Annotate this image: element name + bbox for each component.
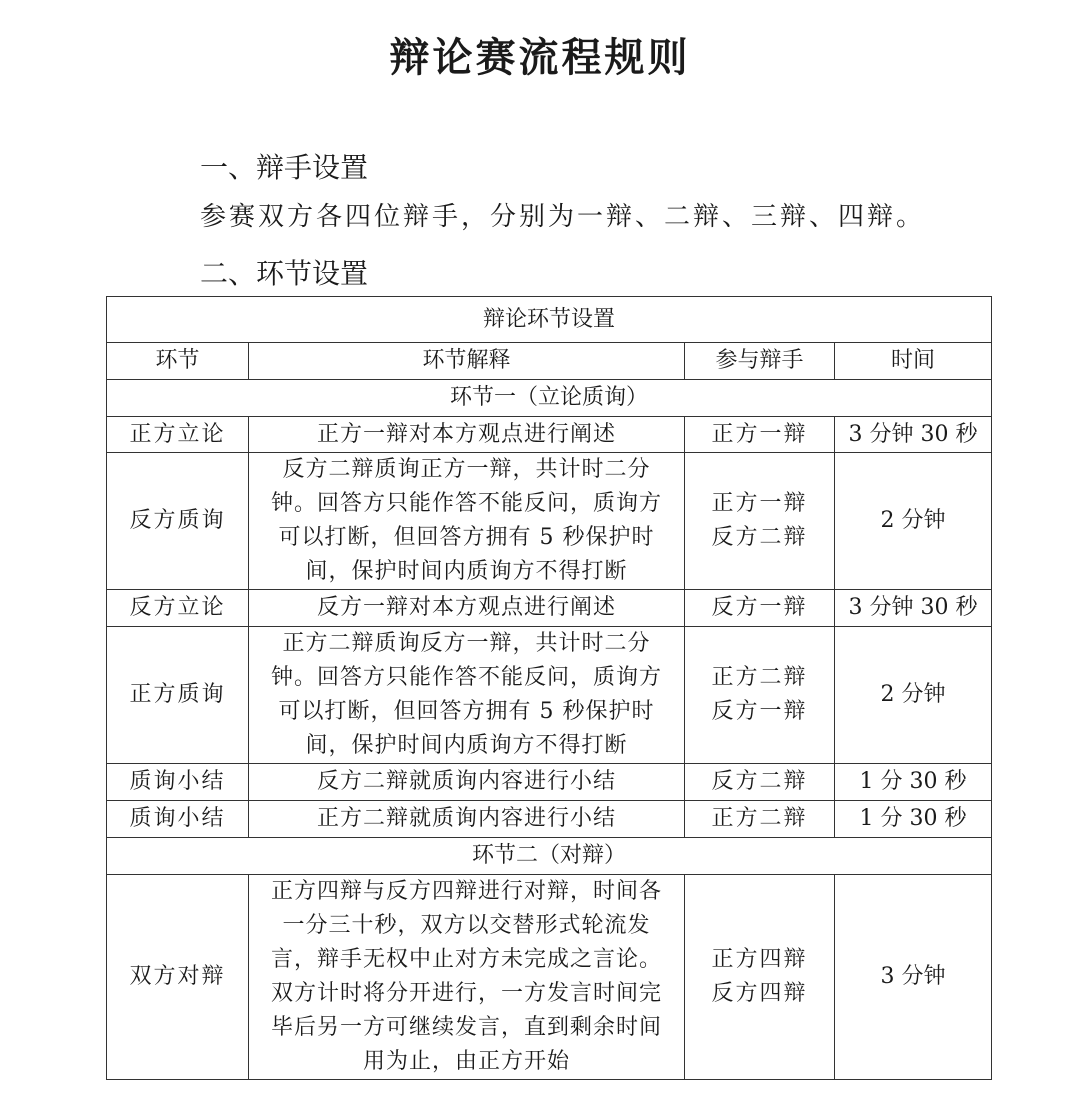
stage-time: 2 分钟 — [835, 627, 992, 764]
speaker-name: 反方四辩 — [711, 981, 808, 1006]
stage-name: 双方对辩 — [107, 875, 249, 1080]
stage-time: 1 分 30 秒 — [835, 764, 992, 801]
table-row — [107, 417, 992, 453]
header-stage: 环节 — [107, 343, 249, 380]
stage-name: 质询小结 — [107, 801, 249, 838]
description-line: 用为止，由正方开始 — [362, 1049, 570, 1074]
description-line: 反方一辩对本方观点进行阐述 — [316, 595, 616, 620]
description-line: 间，保护时间内质询方不得打断 — [305, 559, 628, 584]
stage-speakers — [685, 417, 835, 453]
stage-description — [249, 764, 685, 801]
stage-speakers — [685, 453, 835, 590]
description-line: 反方二辩就质询内容进行小结 — [316, 769, 616, 794]
stage-description — [249, 590, 685, 627]
description-line: 反方二辩质询正方一辩，共计时二分 — [282, 457, 651, 482]
stage-time: 3 分钟 30 秒 — [835, 417, 992, 453]
stage-name: 反方质询 — [107, 453, 249, 590]
stage-description — [249, 417, 685, 453]
stage-time: 2 分钟 — [835, 453, 992, 590]
stage-name: 反方立论 — [107, 590, 249, 627]
header-description: 环节解释 — [249, 343, 685, 380]
speaker-name: 正方一辩 — [711, 421, 808, 447]
section-heading-debaters: 一、辩手设置 — [200, 151, 369, 184]
section-heading-stages: 二、环节设置 — [200, 257, 369, 290]
description-line: 正方四辩与反方四辩进行对辩，时间各 — [270, 879, 662, 904]
stage-description — [249, 453, 685, 590]
stage-name: 正方质询 — [107, 627, 249, 764]
description-line: 言，辩手无权中止对方未完成之言论。 — [270, 947, 662, 972]
table-caption-row — [107, 297, 992, 343]
speaker-name: 正方一辩 — [711, 491, 808, 516]
stage-description — [249, 627, 685, 764]
stage-speakers — [685, 875, 835, 1080]
table-row — [107, 627, 992, 764]
page-title: 辩论赛流程规则 — [389, 35, 691, 81]
description-line: 间，保护时间内质询方不得打断 — [305, 733, 628, 758]
stage-speakers — [685, 764, 835, 801]
speaker-name: 反方二辩 — [711, 525, 808, 550]
speaker-name: 正方二辩 — [711, 806, 808, 831]
stage-table — [106, 296, 992, 1080]
header-time: 时间 — [835, 343, 992, 380]
description-line: 可以打断，但回答方拥有 5 秒保护时 — [278, 525, 655, 550]
stage-speakers — [685, 801, 835, 838]
table-row — [107, 453, 992, 590]
speaker-name: 反方一辩 — [711, 699, 808, 724]
table-caption: 辩论环节设置 — [107, 297, 992, 343]
stage-description — [249, 875, 685, 1080]
description-line: 毕后另一方可继续发言，直到剩余时间 — [270, 1015, 662, 1040]
speaker-name: 反方一辩 — [711, 595, 808, 620]
stage-speakers — [685, 627, 835, 764]
speaker-name: 正方二辩 — [711, 665, 808, 690]
stage-description — [249, 801, 685, 838]
description-line: 双方计时将分开进行，一方发言时间完 — [270, 981, 662, 1006]
part-label: 环节一（立论质询） — [107, 380, 992, 417]
description-line: 钟。回答方只能作答不能反问，质询方 — [270, 491, 662, 516]
stage-time: 3 分钟 30 秒 — [835, 590, 992, 627]
stage-time: 3 分钟 — [835, 875, 992, 1080]
stage-time: 1 分 30 秒 — [835, 801, 992, 838]
section-text-debaters: 参赛双方各四位辩手，分别为一辩、二辩、三辩、四辩。 — [200, 202, 926, 232]
speaker-name: 反方二辩 — [711, 769, 808, 794]
header-speakers: 参与辩手 — [685, 343, 835, 380]
description-line: 正方一辩对本方观点进行阐述 — [316, 421, 616, 447]
table-row — [107, 590, 992, 627]
stage-name: 正方立论 — [107, 417, 249, 453]
speaker-name: 正方四辩 — [711, 947, 808, 972]
description-line: 可以打断，但回答方拥有 5 秒保护时 — [278, 699, 655, 724]
stage-name: 质询小结 — [107, 764, 249, 801]
description-line: 正方二辩就质询内容进行小结 — [316, 806, 616, 831]
description-line: 一分三十秒，双方以交替形式轮流发 — [282, 913, 651, 938]
stage-speakers — [685, 590, 835, 627]
part-label: 环节二（对辩） — [107, 838, 992, 875]
part-label-row — [107, 380, 992, 417]
table-row — [107, 764, 992, 801]
table-header-row — [107, 343, 992, 380]
table-row — [107, 875, 992, 1080]
part-label-row — [107, 838, 992, 875]
description-line: 正方二辩质询反方一辩，共计时二分 — [282, 631, 651, 656]
description-line: 钟。回答方只能作答不能反问，质询方 — [270, 665, 662, 690]
table-row — [107, 801, 992, 838]
